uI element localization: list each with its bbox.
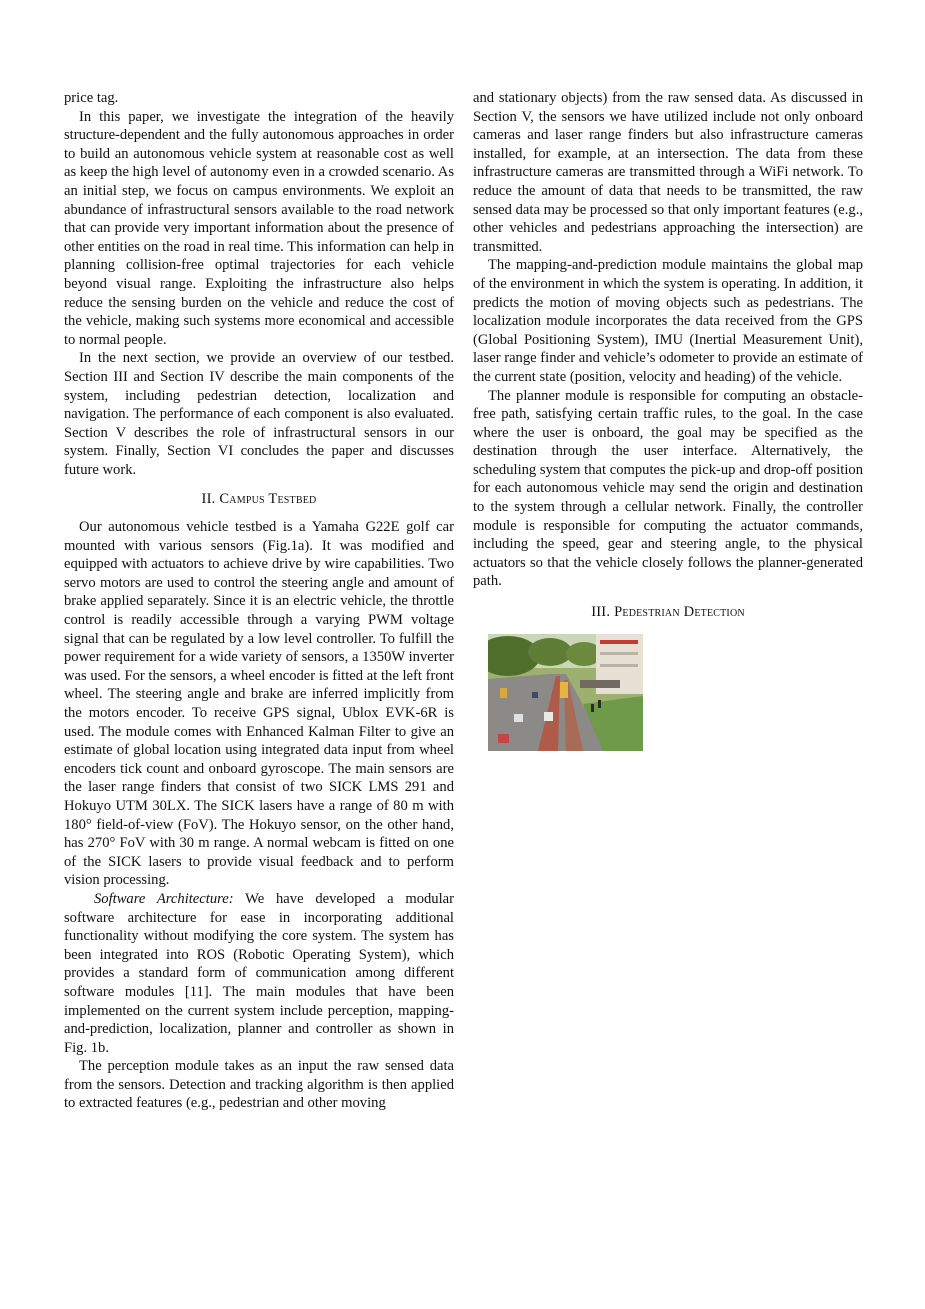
runin-heading-software-architecture: Software Architecture:	[94, 890, 234, 907]
tree-canopy-center	[528, 638, 572, 666]
paragraph-mapping-prediction: The mapping-and-prediction module maintains the global map of the environment in which the system is operating. In addition, it predicts the motion of moving objects such as pedestrians. The localization module incorporates the data received from the GPS (Global Positioning System), IMU (Inertial Measurement Unit), laser range finder and vehicle’s odometer to provide an estimate of the current state (position, velocity and heading) of the vehicle.	[473, 257, 863, 385]
paragraph-stationary-objects: and stationary objects) from the raw sensed data. As discussed in Section V, the sensors we have utilized include not only onboard cameras and laser range finders but also infrastructure cameras installed, for example, at an intersection. The data from these infrastructure cameras are transmitted through a WiFi network. To reduce the amount of data that needs to be transmitted, the raw sensed data may be processed so that only important features (e.g., other vehicles and pedestrians approaching the intersection) are transmitted.	[473, 90, 863, 255]
paragraph-perception-module: The perception module takes as an input the raw sensed data from the sensors. Detection and tracking algorithm is then applied to extracted features (e.g., pedestrian and other moving	[64, 1058, 454, 1112]
paragraph-price-tag: price tag.	[64, 90, 119, 106]
vehicle-dark	[532, 692, 538, 698]
building-stripe	[600, 640, 638, 644]
left-column	[64, 89, 454, 1113]
bus-shelter	[580, 680, 620, 688]
paragraph-testbed-description: Our autonomous vehicle testbed is a Yamaha G22E golf car mounted with various sensors (Fig.1a). It was modified and equipped with actuators to achieve drive by wire capabilities. Two servo motors are used to control the steering angle and amount of brake applied separately. Since it is an electric vehicle, the throttle control is readily accessible through a varying PWM voltage signal that can be regulated by a low level controller. To fulfill the power requirement for a wide variety of sensors, a 1350W inverter was used. For the sensors, a wheel encoder is fitted at the left front wheel. The steering angle and brake are inferred implicitly from the motors encoder. To receive GPS signal, Ublox EVK-6R is used. The module comes with Enhanced Kalman Filter to give an estimate of global location using integrated data input from wheel encoders tick count and onboard gyroscope. The main sensors are the laser range finders that consist of two SICK LMS 291 and Hokuyo UTM 30LX. The SICK lasers have a range of 80 m with 180° field-of-view (FoV). The Hokuyo sensor, on the other hand, has 270° FoV with 30 m range. A normal webcam is fitted on one of the SICK lasers to provide visual feedback and to perform vision processing.	[64, 519, 454, 889]
vehicle-yellow	[500, 688, 507, 698]
campus-road-photo	[488, 634, 643, 751]
paragraph-intro-investigation: In this paper, we investigate the integration of the heavily structure-dependent and the fully autonomous approaches in order to build an autonomous vehicle system at reasonable cost as well as keep the high level of autonomy even in a crowded scenario. As an initial step, we focus on campus environments. We exploit an abundance of infrastructural sensors available to the road network that can provide very important information about the presence of other entities on the road in real time. This information can help in planning collision-free optimal trajectories for each vehicle beyond visual range. Exploiting the infrastructure also helps reduce the sensing burden on the vehicle and reduce the cost of the vehicle, making such systems more economical and accessible to normal people.	[64, 108, 454, 348]
section-title: Campus Testbed	[219, 491, 317, 508]
vehicle-white-2	[544, 712, 553, 721]
paragraph-planner-module: The planner module is responsible for computing an obstacle-free path, satisfying certain traffic rules, to the goal. In the case where the user is onboard, the goal may be specified as the destination through the user interface. Alternatively, the scheduling system that computes the pick-up and drop-off position for each autonomous vehicle may send the origin and destination to the system through a cellular network. Finally, the controller module is responsible for computing the actuator commands, including the speed, gear and steering angle, to the physical actuators so that the vehicle closely follows the planner-generated path.	[473, 387, 863, 590]
building-floor-line	[600, 664, 638, 667]
section-number: III.	[591, 604, 611, 621]
pedestrian	[598, 700, 601, 708]
paragraph-software-architecture-text: We have developed a modular software architecture for ease in incorporating additional functionality without modifying the core system. The system has been integrated into ROS (Robotic Operating System), which provides a standard form of communication among different software modules [11]. The main modules that have been implemented on the current system include perception, mapping-and-prediction, localization, planner and controller as shown in Fig. 1b.	[64, 890, 454, 1056]
bus	[560, 682, 568, 698]
section-heading-campus-testbed	[64, 490, 454, 509]
vehicle-white	[514, 714, 523, 722]
section-number: II.	[201, 491, 216, 508]
pedestrian	[591, 704, 594, 712]
paragraph-paper-outline: In the next section, we provide an overview of our testbed. Section III and Section IV describe the main components of the system, including pedestrian detection, localization and navigation. The performance of each component is also evaluated. Section V describes the role of infrastructural sensors in our system. Finally, Section VI concludes the paper and discusses future work.	[64, 350, 454, 478]
right-column	[473, 89, 863, 751]
campus-road-illustration	[488, 634, 643, 751]
paragraph-software-architecture	[64, 890, 454, 1057]
section-heading-pedestrian-detection	[473, 603, 863, 622]
section-title: Pedestrian Detection	[614, 604, 745, 621]
building-floor-line	[600, 652, 638, 655]
vehicle-red	[498, 734, 509, 743]
